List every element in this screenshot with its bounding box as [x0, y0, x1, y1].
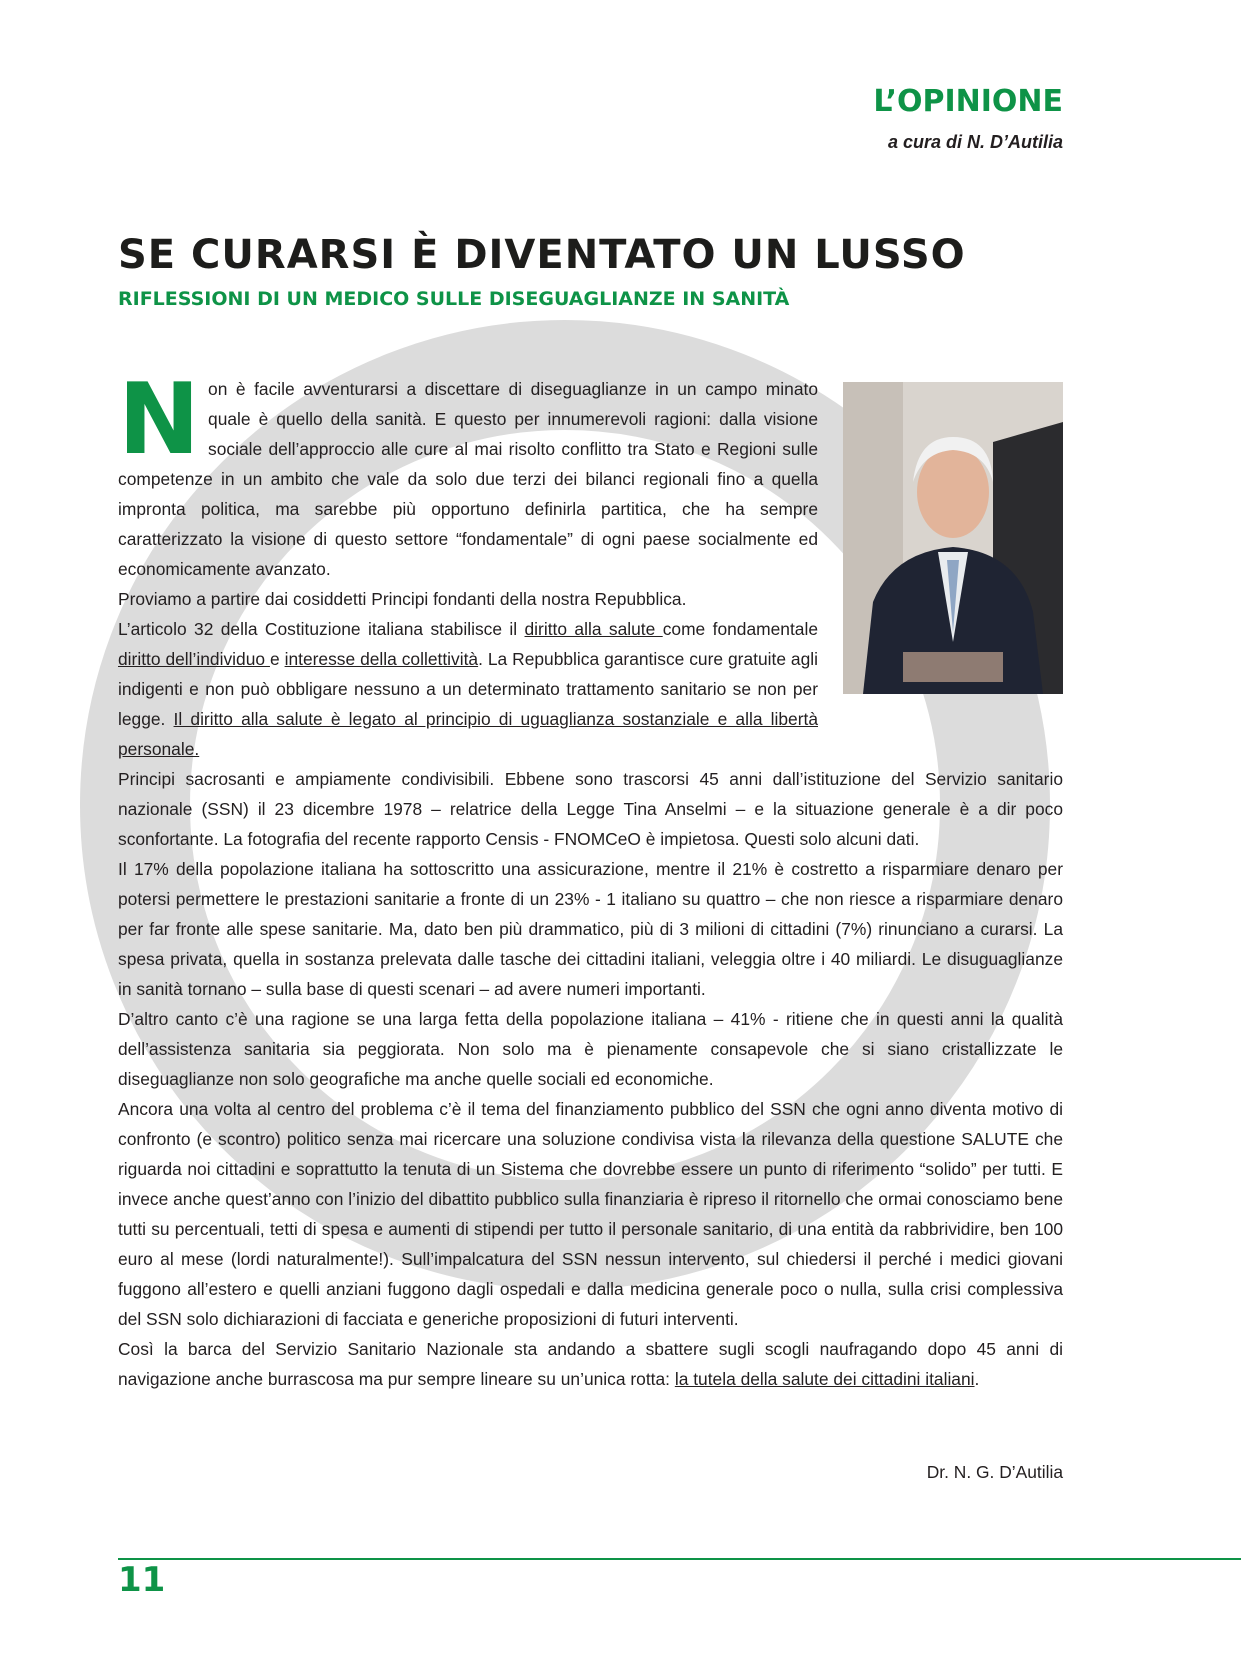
p3-text-1: L’articolo 32 della Costituzione italiana stabilisce il	[118, 619, 525, 639]
footer-divider	[118, 1558, 1241, 1560]
section-title: L’OPINIONE	[873, 84, 1063, 119]
article-subtitle: RIFLESSIONI DI UN MEDICO SULLE DISEGUAGLIANZE IN SANITÀ	[118, 288, 790, 310]
p8-underline-1: la tutela della salute dei cittadini italiani	[674, 1369, 975, 1389]
p3-text-4: . La Repubblica garantisce cure gratuite agli indigenti e non può obbligare nessuno a un determinato trattamento sanitario se non per legge.	[118, 649, 819, 729]
intro-block	[118, 363, 819, 764]
paragraph-3	[118, 614, 818, 764]
paragraph-5: Il 17% della popolazione italiana ha sottoscritto una assicurazione, mentre il 21% è costretto a risparmiare denaro per potersi permettere le prestazioni sanitarie a fronte di un 23% - 1 italiano su quattro – che non riesce a risparmiare denaro per far fronte alle spese sanitarie. Ma, dato ben più drammatico, più di 3 milioni di cittadini (7%) rinunciano a curarsi. La spesa privata, quella in sostanza prelevata dalle tasche dei cittadini italiani, veleggia oltre i 40 miliardi. Le disuguaglianze in sanità tornano – sulla base di questi scenari – ad avere numeri importanti.	[118, 859, 1063, 999]
byline: a cura di N. D’Autilia	[887, 132, 1063, 152]
paragraph-6: D’altro canto c’è una ragione se una larga fetta della popolazione italiana – 41% - ritiene che in questi anni la qualità dell’assistenza sanitaria sia peggiorata. Non solo ma è pienamente consapevole che si siano cristallizzate le diseguaglianze non solo geografiche ma anche quelle sociali ed economiche.	[118, 1009, 1063, 1089]
p3-underline-3: interesse della collettività	[284, 649, 479, 669]
author-signature: Dr. N. G. D’Autilia	[926, 1462, 1063, 1482]
article-body	[118, 363, 1063, 1394]
article-title: SE CURARSI È DIVENTATO UN LUSSO	[118, 232, 966, 278]
page-number: 11	[118, 1560, 166, 1600]
p8-text-2: .	[974, 1369, 980, 1389]
drop-cap: N	[118, 363, 201, 477]
paragraph-4: Principi sacrosanti e ampiamente condivisibili. Ebbene sono trascorsi 45 anni dall’istituzione del Servizio sanitario nazionale (SSN) il 23 dicembre 1978 – relatrice della Legge Tina Anselmi – e la situazione generale è a dir poco sconfortante. La fotografia del recente rapporto Censis - FNOMCeO è impietosa. Questi solo alcuni dati.	[118, 769, 1063, 849]
p3-text-3: e	[269, 649, 285, 669]
p8-text-1: Così la barca del Servizio Sanitario Nazionale sta andando a sbattere sugli scogli naufragando dopo 45 anni di navigazione anche burrascosa ma pur sempre lineare su un’unica rotta:	[118, 1339, 1063, 1389]
p3-underline-1: diritto alla salute	[524, 619, 663, 639]
p3-underline-4: Il diritto alla salute è legato al principio di uguaglianza sostanziale e alla libertà personale.	[118, 709, 819, 759]
paragraph-2: Proviamo a partire dai cosiddetti Principi fondanti della nostra Repubblica.	[118, 589, 687, 609]
p3-underline-2: diritto dell’individuo	[118, 649, 270, 669]
paragraph-8	[118, 1334, 1063, 1394]
paragraph-intro	[118, 363, 818, 584]
paragraph-1-text: on è facile avventurarsi a discettare di diseguaglianze in un campo minato quale è quello della sanità. E questo per innumerevoli ragioni: dalla visione sociale dell’approccio alle cure al mai risolto conflitto tra Stato e Regioni sulle competenze in un ambito che vale da solo due terzi dei bilanci regionali fino a quella impronta politica, ma sarebbe più opportuno definirla partitica, che ha sempre caratterizzato la visione di questo settore “fondamentale” di ogni paese socialmente ed economicamente avanzato.	[118, 379, 818, 579]
p3-text-2: come fondamentale	[662, 619, 819, 639]
paragraph-7: Ancora una volta al centro del problema c’è il tema del finanziamento pubblico del SSN che ogni anno diventa motivo di confronto (e scontro) politico senza mai ricercare una soluzione condivisa vista la rilevanza della questione SALUTE che riguarda noi cittadini e soprattutto la tenuta di un Sistema che dovrebbe essere un punto di riferimento “solido” per tutti. E invece anche quest’anno con l’inizio del dibattito pubblico sulla finanziaria è ripreso il ritornello che ormai conosciamo bene tutti su percentuali, tetti di spesa e aumenti di stipendi per tutto il personale sanitario, di una entità da rabbrividire, ben 100 euro al mese (lordi naturalmente!). Sull’impalcatura del SSN nessun intervento, sul chiedersi il perché i medici giovani fuggono all’estero e quelli anziani fuggono dagli ospedali e dalla medicina generale poco o nulla, sulla crisi complessiva del SSN solo dichiarazioni di facciata e generiche proposizioni di futuri interventi.	[118, 1099, 1063, 1329]
